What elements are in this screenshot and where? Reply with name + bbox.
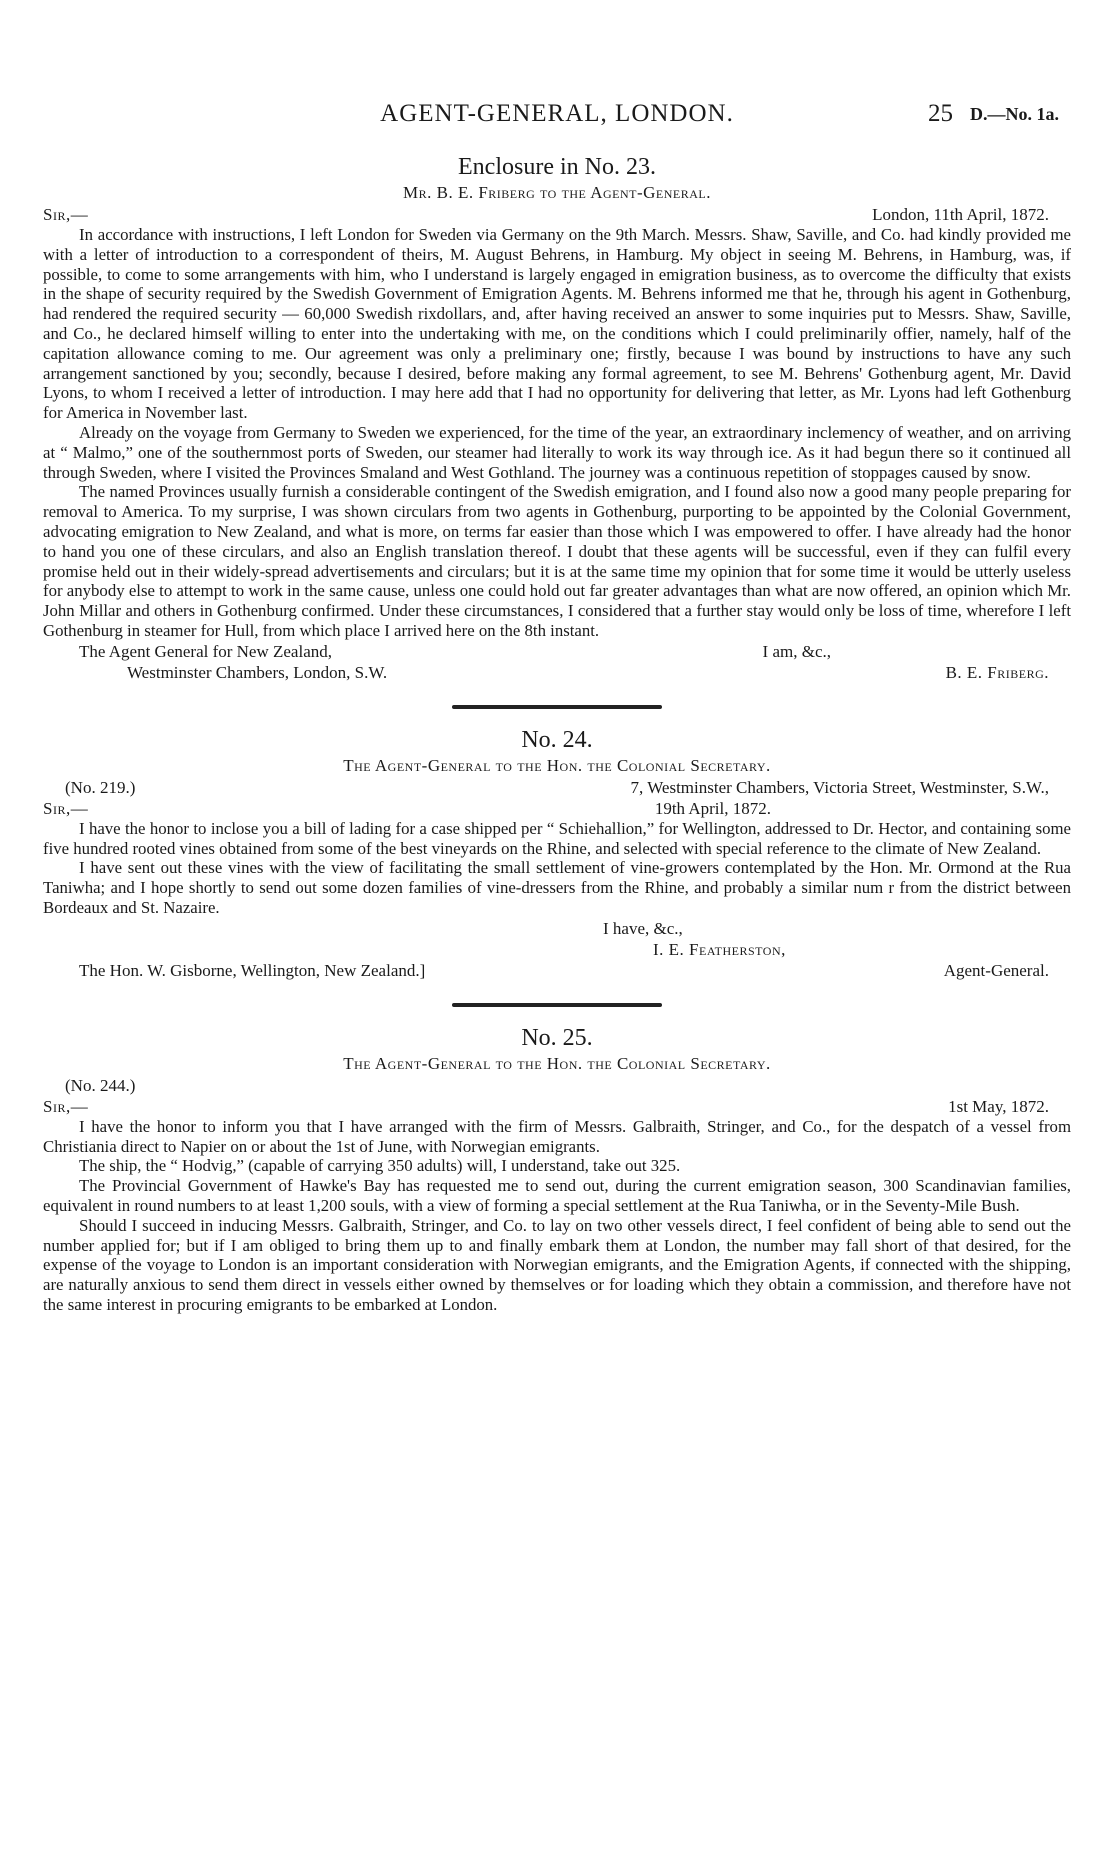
signature-row [43, 662, 1071, 683]
letter-no-24 [43, 725, 1071, 981]
addressee-row [43, 960, 1071, 981]
section-subheading: The Agent-General to the Hon. the Colonial Secretary. [343, 755, 771, 775]
paragraph: The named Provinces usually furnish a considerable contingent of the Swedish emigration, and I found also now a good many people preparing for removal to America. To my surprise, I was shown circulars from two agents in Gothenburg, purporting to be appointed by the Colonial Government, advocating emigration to New Zealand, and what is more, on terms far easier than those which I was empowered to offer. I have already had the honor to hand you one of these circulars, and also an English translation thereof. I doubt that these agents will be successful, even if they can fulfil every promise held out in their widely-spread advertisements and circulars; but it is at the same time my opinion that for some time it would be utterly useless for anybody else to attempt to work in the same cause, unless one could hold out far greater advantages than what are now offered, an opinion which Mr. John Millar and others in Gothenburg confirmed. Under these circumstances, I considered that a further stay would only be loss of time, wherefore I left Gothenburg in steamer for Hull, from which place I arrived here on the 8th instant. [43, 482, 1071, 640]
paragraph: I have sent out these vines with the view of facilitating the small settlement of vine-growers contemplated by the Hon. Mr. Ormond at the Rua Taniwha; and I hope shortly to send out some dozen families of vine-dressers from the Rhine, and probably a similar num r from the district between Bordeaux and St. Nazaire. [43, 858, 1071, 917]
salutation: Sir,— [43, 205, 89, 224]
section-heading: No. 24. [521, 726, 593, 753]
section-heading: No. 25. [521, 1024, 593, 1051]
closing: I have, &c., [603, 918, 683, 938]
letter-date: 19th April, 1872. [654, 798, 771, 818]
letter-reference: (No. 219.) [65, 777, 136, 797]
letter-date: London, 11th April, 1872. [872, 205, 1049, 224]
paragraph: Already on the voyage from Germany to Sweden we experienced, for the time of the year, an extraordinary inclemency of weather, and on arriving at “ Malmo,” one of the southernmost ports of Sweden, our steamer had literally to work its way through ice. As it had begun there so it continued all through Sweden, where I visited the Provinces Smaland and West Gothland. The journey was a continuous repetition of stoppages caused by snow. [43, 422, 1071, 482]
enclosure-no-23 [43, 152, 1071, 683]
salutation: Sir,— [43, 1096, 89, 1116]
running-title: AGENT-GENERAL, LONDON. [380, 100, 734, 127]
document-page [43, 100, 1071, 1315]
addressee-line: The Agent General for New Zealand, [79, 641, 332, 661]
closing: I am, &c., [762, 641, 831, 661]
addressee: The Hon. W. Gisborne, Wellington, New Zealand.] [79, 960, 426, 980]
paragraph: Should I succeed in inducing Messrs. Galbraith, Stringer, and Co. to lay on two other vessels direct, I feel confident of being able to send out the number applied for; but if I am obliged to bring them up to and finally embark them at London, the number may fall short of that desired, for the expense of the voyage to London is an important consideration with Norwegian emigrants, and the Emigration Agents, if connected with the shipping, are naturally anxious to send them direct in vessels either owned by themselves or for loading which they obtain a commission, and therefore have not the same interest in procuring emigrants to be embarked at London. [43, 1215, 1071, 1314]
salutation-date-row [43, 798, 1071, 819]
salutation-date-row [43, 1096, 1071, 1117]
sender-address: 7, Westminster Chambers, Victoria Street, Westminster, S.W., [630, 777, 1049, 797]
signature: B. E. Friberg. [945, 662, 1049, 682]
section-subheading: Mr. B. E. Friberg to the Agent-General. [402, 183, 711, 202]
salutation: Sir,— [43, 798, 89, 818]
letter-date: 1st May, 1872. [948, 1096, 1049, 1116]
section-subheading: The Agent-General to the Hon. the Colonial Secretary. [343, 1053, 771, 1073]
letter-reference: (No. 244.) [65, 1075, 136, 1095]
reference-row [43, 1075, 1071, 1096]
page-header [43, 100, 1071, 148]
signature-row [43, 641, 1071, 662]
paragraph: In accordance with instructions, I left London for Sweden via Germany on the 9th March. Messrs. Shaw, Saville, and Co. had kindly provided me with a letter of introduction to a correspondent of theirs, M. August Behrens, in Hamburg. My object in seeing M. Behrens, in Hamburg, was, if possible, to come to some arrangements with him, who I understand is largely engaged in emigration business, as to overcome the difficulty that exists in the shape of security required by the Swedish Government of Emigration Agents. M. Behrens informed me that he, through his agent in Gothenburg, had rendered the required security — 60,000 Swedish rixdollars, and, after having received an answer to some inquiries put to Messrs. Shaw, Saville, and Co., he declared himself willing to enter into the undertaking with me, on the conditions which I could preliminarily offier, namely, half of the capitation allowance coming to me. Our agreement was only a preliminary one; firstly, because I was bound by instructions to have any such arrangement sanctioned by you; secondly, because I desired, before making any formal agreement, to see M. Behrens' Gothenburg agent, Mr. David Lyons, to whom I received a letter of introduction. I may here add that I had no opportunity for delivering that letter, as Mr. Lyons had left Gothenburg for America in November last. [43, 225, 1071, 423]
signature: I. E. Featherston, [653, 939, 786, 959]
paragraph: The ship, the “ Hodvig,” (capable of carrying 350 adults) will, I understand, take out 325. [79, 1156, 681, 1176]
letter-no-25 [43, 1023, 1071, 1315]
paragraph: The Provincial Government of Hawke's Bay has requested me to send out, during the current emigration season, 300 Scandinavian families, equivalent in round numbers to at least 1,200 souls, with a view of forming a special settlement at the Rua Taniwha, or in the Seventy-Mile Bush. [43, 1176, 1071, 1215]
section-divider [452, 1003, 662, 1007]
reference-address-row [43, 777, 1071, 798]
document-reference: D.—No. 1a. [970, 104, 1059, 124]
paragraph: I have the honor to inclose you a bill of lading for a case shipped per “ Schiehallion,” for Wellington, addressed to Dr. Hector, and containing some five hundred rooted vines obtained from some of the best vineyards on the Rhine, and selected with special reference to the climate of New Zealand. [43, 818, 1071, 858]
signatory-title: Agent-General. [943, 960, 1049, 980]
section-divider [452, 705, 662, 709]
page-number: 25 [928, 100, 953, 127]
section-heading: Enclosure in No. 23. [458, 154, 656, 180]
paragraph: I have the honor to inform you that I have arranged with the firm of Messrs. Galbraith, Stringer, and Co., for the despatch of a vessel from Christiania direct to Napier on or about the 1st of June, with Norwegian emigrants. [43, 1116, 1071, 1156]
salutation-date-row [43, 204, 1071, 225]
addressee-line: Westminster Chambers, London, S.W. [127, 662, 388, 682]
